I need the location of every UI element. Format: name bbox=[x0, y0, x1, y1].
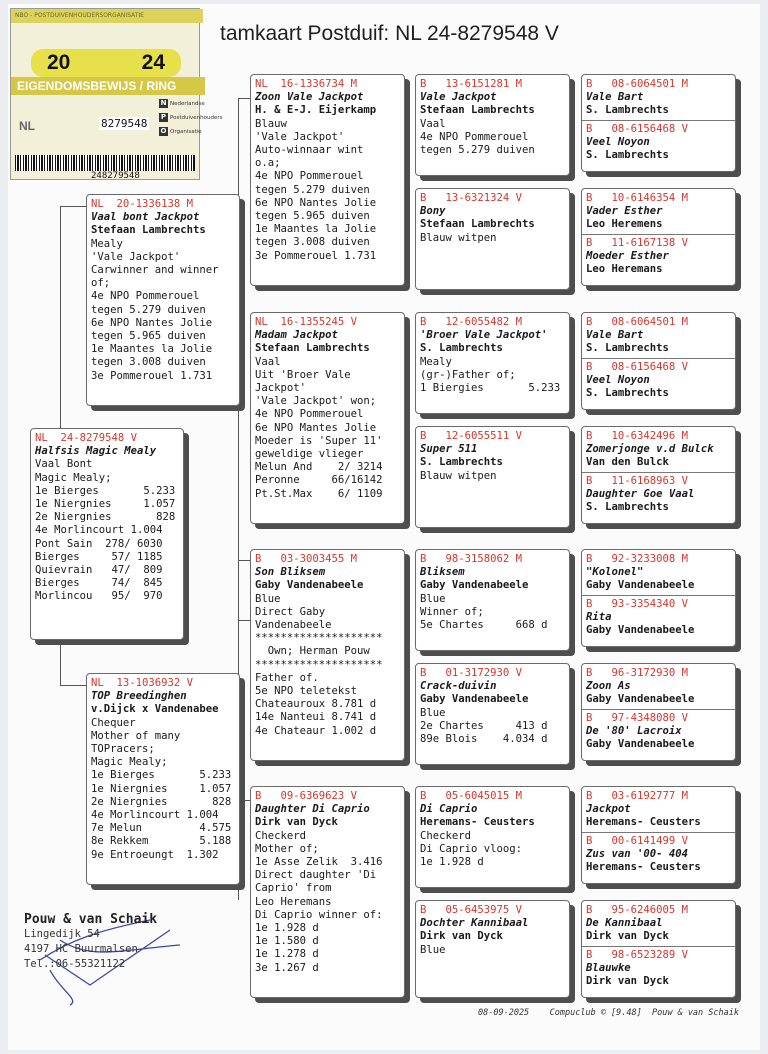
barcode-number: 248279548 bbox=[91, 171, 140, 181]
pigeon-subject[interactable] bbox=[30, 428, 184, 640]
pigeon-breeder: Gaby Vandenabeele bbox=[420, 579, 529, 592]
detail-line: 7e Melun 4.575 bbox=[91, 822, 232, 835]
detail-line: Blue bbox=[420, 943, 446, 956]
pigeon-name: Vale Bart bbox=[586, 329, 644, 342]
detail-line: Caprio' from bbox=[255, 882, 332, 895]
detail-line: Blue bbox=[420, 706, 446, 719]
pigeon-fm[interactable] bbox=[250, 312, 405, 524]
detail-line: tegen 5.279 duiven bbox=[420, 144, 535, 157]
detail-line: Blauw bbox=[255, 117, 287, 130]
detail-line: 4e Morlincourt 1.004 bbox=[35, 524, 163, 537]
ring-number: NL 24-8279548 V bbox=[35, 432, 138, 444]
pigeon-pair-g4[interactable] bbox=[581, 663, 736, 761]
detail-line: tegen 5.279 duiven bbox=[255, 183, 370, 196]
detail-line: Blue bbox=[420, 592, 446, 605]
detail-line: tegen 5.965 duiven bbox=[91, 330, 206, 343]
detail-line: Chateauroux 8.781 d bbox=[255, 698, 377, 711]
pigeon-details bbox=[420, 944, 565, 957]
ring-number: B 08-6064501 M bbox=[586, 316, 689, 328]
detail-line: Bierges 74/ 845 bbox=[35, 577, 163, 590]
detail-line: Own; Herman Pouw bbox=[255, 645, 370, 658]
pigeon-pair-g4[interactable] bbox=[581, 549, 736, 647]
detail-line: 4e Morlincourt 1.004 bbox=[91, 809, 219, 822]
connector bbox=[238, 98, 250, 99]
pigeon-mfm[interactable] bbox=[415, 663, 570, 765]
page-title: tamkaart Postduif: NL 24-8279548 V bbox=[220, 22, 559, 45]
ring-number: NL 13-1036932 V bbox=[91, 677, 194, 689]
ring-number: B 93-3354340 V bbox=[586, 597, 689, 610]
card-country: NL bbox=[19, 119, 35, 133]
pigeon-breeder: Gaby Vandenabeele bbox=[586, 738, 695, 751]
pigeon-name: Super 511 bbox=[420, 443, 478, 456]
card-side-p: P Postduivenhouders bbox=[160, 113, 223, 121]
detail-line: Mealy bbox=[420, 355, 452, 368]
ring-number: B 11-6168963 V bbox=[586, 474, 689, 487]
ring-number: B 12-6055482 M bbox=[420, 316, 523, 328]
pigeon-name: Veel Noyon bbox=[586, 373, 650, 386]
detail-line: (gr-)Father of; bbox=[420, 368, 516, 381]
card-strip: NBO - POSTDUIVENHOUDERSORGANISATIE bbox=[11, 9, 203, 23]
pigeon-breeder: Stefaan Lambrechts bbox=[91, 224, 206, 237]
detail-line: 14e Nanteui 8.741 d bbox=[255, 711, 377, 724]
ring-number: B 95-6246005 M bbox=[586, 904, 689, 916]
detail-line: Jackpot' bbox=[255, 382, 307, 395]
detail-line: Peronne 66/16142 bbox=[255, 474, 383, 487]
detail-line: Pont Sain 278/ 6030 bbox=[35, 537, 163, 550]
pigeon-mmm[interactable] bbox=[415, 900, 570, 998]
ring-number: B 05-6453975 V bbox=[420, 904, 523, 916]
footer: 08-09-2025 Compuclub © [9.48] Pouw & van Schaik bbox=[478, 1008, 739, 1018]
detail-line: Morlincou 95/ 970 bbox=[35, 590, 163, 603]
ring-number: NL 16-1355245 V bbox=[255, 316, 358, 328]
detail-line: Chequer bbox=[91, 716, 136, 729]
pigeon-name: Di Caprio bbox=[420, 803, 478, 816]
detail-line: Mother of; bbox=[255, 842, 319, 855]
ring-number: B 09-6369623 V bbox=[255, 790, 358, 802]
pigeon-name: Bony bbox=[420, 205, 446, 218]
pair-separator bbox=[582, 709, 735, 710]
pair-separator bbox=[582, 120, 735, 121]
detail-line: Vandenabeele bbox=[255, 619, 332, 632]
pigeon-mmf[interactable] bbox=[415, 786, 570, 888]
pair-separator bbox=[582, 832, 735, 833]
pigeon-details bbox=[420, 470, 565, 483]
detail-line: Mother of many bbox=[91, 729, 181, 742]
detail-line: Direct daughter 'Di bbox=[255, 869, 377, 882]
connector bbox=[238, 560, 250, 561]
pigeon-mf[interactable] bbox=[250, 549, 405, 761]
pigeon-breeder: v.Dijck x Vandenabee bbox=[91, 703, 219, 716]
detail-line: Checkerd bbox=[420, 829, 472, 842]
ring-number: B 08-6156468 V bbox=[586, 360, 689, 373]
pigeon-name: Madam Jackpot bbox=[255, 329, 338, 342]
detail-line: Leo Heremans bbox=[255, 895, 332, 908]
detail-line: 'Vale Jackpot' bbox=[255, 130, 345, 143]
connector bbox=[60, 685, 86, 686]
detail-line: Vaal bbox=[420, 117, 446, 130]
detail-line: 1e 1.928 d bbox=[255, 922, 319, 935]
connector bbox=[60, 645, 61, 685]
ring-number: B 97-4348080 V bbox=[586, 711, 689, 724]
detail-line: 2e Chartes 413 d bbox=[420, 719, 548, 732]
pigeon-breeder: Leo Heremans bbox=[586, 263, 663, 276]
pigeon-breeder: Van den Bulck bbox=[586, 456, 669, 469]
pigeon-name: Zomerjonge v.d Bulck bbox=[586, 443, 714, 456]
pigeon-pair-g4[interactable] bbox=[581, 786, 736, 884]
ring-number: B 96-3172930 M bbox=[586, 667, 689, 679]
pigeon-name: Crack-duivin bbox=[420, 680, 497, 693]
breeder-address2: 4197 HC Buurmalsen bbox=[24, 943, 138, 955]
detail-line: Melun And 2/ 3214 bbox=[255, 461, 383, 474]
detail-line: 89e Blois 4.034 d bbox=[420, 733, 548, 746]
pigeon-fmf[interactable] bbox=[415, 312, 570, 414]
pigeon-details bbox=[91, 238, 235, 383]
pigeon-pair-g4[interactable] bbox=[581, 900, 736, 998]
connector bbox=[238, 620, 250, 621]
pigeon-details bbox=[420, 707, 565, 747]
pigeon-name: 'Broer Vale Jackpot' bbox=[420, 329, 548, 342]
detail-line: Father of. bbox=[255, 671, 319, 684]
pigeon-name: TOP Breedinghen bbox=[91, 690, 187, 703]
detail-line: Quievrain 47/ 809 bbox=[35, 564, 163, 577]
pigeon-details bbox=[255, 830, 400, 975]
detail-line: 3e Pommerouel 1.731 bbox=[91, 369, 213, 382]
pigeon-details bbox=[255, 118, 400, 263]
pigeon-breeder: Stefaan Lambrechts bbox=[420, 218, 535, 231]
detail-line: Vaal Bont bbox=[35, 458, 93, 471]
pigeon-breeder: Dirk van Dyck bbox=[586, 975, 669, 988]
pigeon-name: Son Bliksem bbox=[255, 566, 326, 579]
pigeon-breeder: Heremans- Ceusters bbox=[420, 816, 535, 829]
pigeon-name: De Kannibaal bbox=[586, 917, 663, 930]
pigeon-fmm[interactable] bbox=[415, 426, 570, 528]
detail-line: Bierges 57/ 1185 bbox=[35, 550, 163, 563]
pigeon-name: Vader Esther bbox=[586, 205, 663, 218]
detail-line: 9e Entroeungt 1.302 bbox=[91, 848, 219, 861]
pigeon-mother[interactable] bbox=[86, 673, 240, 885]
detail-line: Moeder is 'Super 11' bbox=[255, 434, 383, 447]
pigeon-details bbox=[35, 458, 179, 603]
detail-line: 6e NPO Nantes Jolie bbox=[91, 316, 213, 329]
detail-line: Magic Mealy; bbox=[91, 756, 168, 769]
pigeon-breeder: S. Lambrechts bbox=[586, 501, 669, 514]
detail-line: tegen 3.008 duiven bbox=[91, 356, 206, 369]
detail-line: of; bbox=[91, 277, 111, 290]
detail-line: 1e 1.580 d bbox=[255, 935, 319, 948]
barcode bbox=[15, 155, 195, 171]
detail-line: Mealy bbox=[91, 237, 123, 250]
pigeon-details bbox=[255, 356, 400, 501]
pigeon-ff[interactable] bbox=[250, 74, 405, 286]
detail-line: 1e 1.928 d bbox=[420, 856, 484, 869]
detail-line: Carwinner and winner bbox=[91, 264, 219, 277]
pigeon-breeder: Heremans- Ceusters bbox=[586, 861, 701, 874]
ring-number: B 98-6523289 V bbox=[586, 948, 689, 961]
pair-separator bbox=[582, 946, 735, 947]
pigeon-name: Zoon Vale Jackpot bbox=[255, 91, 364, 104]
detail-line: Blue bbox=[255, 592, 281, 605]
pigeon-name: Vale Jackpot bbox=[420, 91, 497, 104]
pigeon-breeder: S. Lambrechts bbox=[420, 456, 503, 469]
pigeon-name: Vaal bont Jackpot bbox=[91, 211, 200, 224]
detail-line: 1e Asse Zelik 3.416 bbox=[255, 856, 383, 869]
detail-line: Winner of; bbox=[420, 605, 484, 618]
detail-line: Blauw witpen bbox=[420, 231, 497, 244]
ring-number: B 05-6045015 M bbox=[420, 790, 523, 802]
detail-line: Di Caprio winner of: bbox=[255, 908, 383, 921]
breeder-name: Pouw & van Schaik bbox=[24, 912, 158, 927]
detail-line: 4e NPO Pommerouel bbox=[255, 170, 364, 183]
pigeon-breeder: Gaby Vandenabeele bbox=[586, 624, 695, 637]
pigeon-name: Jackpot bbox=[586, 803, 631, 816]
pair-separator bbox=[582, 234, 735, 235]
pigeon-breeder: H. & E-J. Eijerkamp bbox=[255, 104, 377, 117]
ring-number: B 00-6141499 V bbox=[586, 834, 689, 847]
pigeon-breeder: Gaby Vandenabeele bbox=[586, 693, 695, 706]
card-side-n: N Nederlandse bbox=[160, 99, 205, 107]
detail-line: Auto-winnaar wint bbox=[255, 144, 364, 157]
pigeon-mff[interactable] bbox=[415, 549, 570, 651]
pigeon-breeder: Dirk van Dyck bbox=[420, 930, 503, 943]
detail-line: tegen 5.279 duiven bbox=[91, 303, 206, 316]
detail-line: 1e Niergnies 1.057 bbox=[35, 498, 176, 511]
detail-line: o.a; bbox=[255, 157, 281, 170]
detail-line: Vaal bbox=[255, 355, 281, 368]
pigeon-breeder: Gaby Vandenabeele bbox=[255, 579, 364, 592]
pigeon-breeder: Stefaan Lambrechts bbox=[255, 342, 370, 355]
detail-line: 3e 1.267 d bbox=[255, 961, 319, 974]
card-side-o: O Organisatie bbox=[160, 127, 202, 135]
pigeon-ffm[interactable] bbox=[415, 188, 570, 290]
detail-line: geweldige vlieger bbox=[255, 448, 364, 461]
detail-line: 'Vale Jackpot' won; bbox=[255, 395, 377, 408]
detail-line: 1e Bierges 5.233 bbox=[91, 769, 232, 782]
detail-line: tegen 3.008 duiven bbox=[255, 236, 370, 249]
detail-line: Blauw witpen bbox=[420, 469, 497, 482]
pigeon-breeder: Leo Heremens bbox=[586, 218, 663, 231]
pigeon-name: Halfsis Magic Mealy bbox=[35, 445, 157, 458]
detail-line: Pt.St.Max 6/ 1109 bbox=[255, 487, 383, 500]
pigeon-mm[interactable] bbox=[250, 786, 405, 998]
pigeon-name: Dochter Kannibaal bbox=[420, 917, 529, 930]
pigeon-pair-g4[interactable] bbox=[581, 188, 736, 286]
pigeon-details bbox=[420, 593, 565, 633]
ring-number: B 10-6342496 M bbox=[586, 430, 689, 442]
ring-number: B 03-3003455 M bbox=[255, 553, 358, 565]
connector bbox=[238, 560, 239, 675]
detail-line: 1e Niergnies 1.057 bbox=[91, 782, 232, 795]
pigeon-pair-g4[interactable] bbox=[581, 426, 736, 524]
ring-number: B 12-6055511 V bbox=[420, 430, 523, 442]
pigeon-details bbox=[420, 830, 565, 870]
detail-line: ******************** bbox=[255, 632, 383, 645]
pigeon-name: "Kolonel" bbox=[586, 566, 644, 579]
detail-line: Uit 'Broer Vale bbox=[255, 368, 351, 381]
ring-number: B 08-6064501 M bbox=[586, 78, 689, 90]
pigeon-details bbox=[420, 232, 565, 245]
pigeon-details bbox=[420, 356, 565, 396]
pair-separator bbox=[582, 472, 735, 473]
pigeon-father[interactable] bbox=[86, 194, 240, 406]
detail-line: 6e NPO Nantes Jolie bbox=[255, 196, 377, 209]
detail-line: 6e NPO Mantes Jolie bbox=[255, 421, 377, 434]
pair-separator bbox=[582, 595, 735, 596]
pigeon-details bbox=[420, 118, 565, 158]
pigeon-name: Vale Bart bbox=[586, 91, 644, 104]
ring-number: B 03-6192777 M bbox=[586, 790, 689, 802]
detail-line: Checkerd bbox=[255, 829, 307, 842]
pigeon-name: Zus van '00- 404 bbox=[586, 847, 689, 860]
pigeon-name: Bliksem bbox=[420, 566, 465, 579]
detail-line: tegen 5.965 duiven bbox=[255, 210, 370, 223]
connector bbox=[238, 885, 239, 900]
pigeon-details bbox=[91, 717, 235, 862]
year-right: 24 bbox=[141, 51, 165, 74]
pigeon-breeder: Heremans- Ceusters bbox=[586, 816, 701, 829]
detail-line: TOPracers; bbox=[91, 743, 155, 756]
pigeon-name: Veel Noyon bbox=[586, 135, 650, 148]
ring-number: NL 16-1336734 M bbox=[255, 78, 358, 90]
pigeon-breeder: Gaby Vandenabeele bbox=[420, 693, 529, 706]
pigeon-fff[interactable] bbox=[415, 74, 570, 176]
connector bbox=[238, 98, 239, 196]
detail-line: 4e NPO Pommerouel bbox=[255, 408, 364, 421]
pigeon-name: Daughter Goe Vaal bbox=[586, 487, 695, 500]
detail-line: 4e NPO Pommerouel bbox=[91, 290, 200, 303]
connector bbox=[60, 206, 61, 428]
pigeon-breeder: Stefaan Lambrechts bbox=[420, 104, 535, 117]
detail-line: 5e NPO teletekst bbox=[255, 685, 358, 698]
pigeon-breeder: S. Lambrechts bbox=[586, 342, 669, 355]
ring-number: B 92-3233008 M bbox=[586, 553, 689, 565]
pair-separator bbox=[582, 358, 735, 359]
pigeon-pair-g4[interactable] bbox=[581, 312, 736, 410]
ring-number: B 10-6146354 M bbox=[586, 192, 689, 204]
card-band: EIGENDOMSBEWIJS / RING bbox=[11, 77, 205, 95]
breeder-phone: Tel.:06-55321122 bbox=[24, 958, 126, 970]
pigeon-breeder: Gaby Vandenabeele bbox=[586, 579, 695, 592]
ring-number: B 11-6167138 V bbox=[586, 236, 689, 249]
ring-number: B 13-6151281 M bbox=[420, 78, 523, 90]
pigeon-name: De '80' Lacroix bbox=[586, 724, 682, 737]
pigeon-name: Rita bbox=[586, 610, 612, 623]
detail-line: 3e Pommerouel 1.731 bbox=[255, 249, 377, 262]
pigeon-name: Moeder Esther bbox=[586, 249, 669, 262]
detail-line: Direct Gaby bbox=[255, 605, 326, 618]
detail-line: 8e Rekkem 5.188 bbox=[91, 835, 232, 848]
ring-number: NL 20-1336138 M bbox=[91, 198, 194, 210]
ring-number: B 08-6156468 V bbox=[586, 122, 689, 135]
card-ring-number: 8279548 bbox=[101, 117, 148, 130]
pigeon-name: Zoon As bbox=[586, 680, 631, 693]
pigeon-breeder: S. Lambrechts bbox=[586, 387, 669, 400]
detail-line: 'Vale Jackpot' bbox=[91, 250, 181, 263]
detail-line: 1e Maantes la Jolie bbox=[255, 223, 377, 236]
pigeon-name: Daughter Di Caprio bbox=[255, 803, 370, 816]
ring-ownership-card bbox=[10, 8, 223, 181]
detail-line: 4e Chateaur 1.002 d bbox=[255, 724, 377, 737]
pigeon-details bbox=[255, 593, 400, 738]
detail-line: Di Caprio vloog: bbox=[420, 842, 523, 855]
pigeon-breeder: Dirk van Dyck bbox=[586, 930, 669, 943]
detail-line: 2e Niergnies 828 bbox=[91, 795, 232, 808]
pigeon-name: Blauwke bbox=[586, 961, 631, 974]
ring-number: B 01-3172930 V bbox=[420, 667, 523, 679]
detail-line: 5e Chartes 668 d bbox=[420, 619, 548, 632]
detail-line: 1e Maantes la Jolie bbox=[91, 343, 213, 356]
connector bbox=[60, 206, 86, 207]
year-left: 20 bbox=[47, 51, 71, 74]
pigeon-pair-g4[interactable] bbox=[581, 74, 736, 172]
detail-line: 1 Biergies 5.233 bbox=[420, 382, 561, 395]
breeder-block bbox=[24, 912, 157, 972]
pigeon-breeder: S. Lambrechts bbox=[420, 342, 503, 355]
detail-line: ******************** bbox=[255, 658, 383, 671]
detail-line: 1e Bierges 5.233 bbox=[35, 484, 176, 497]
breeder-address1: Lingedijk 54 bbox=[24, 928, 100, 940]
pigeon-breeder: Dirk van Dyck bbox=[255, 816, 338, 829]
year-badge bbox=[31, 49, 181, 77]
ring-number: B 13-6321324 V bbox=[420, 192, 523, 204]
detail-line: 2e Niergnies 828 bbox=[35, 511, 176, 524]
ring-number: B 98-3158062 M bbox=[420, 553, 523, 565]
detail-line: 4e NPO Pommerouel bbox=[420, 130, 529, 143]
pigeon-breeder: S. Lambrechts bbox=[586, 104, 669, 117]
detail-line: Magic Mealy; bbox=[35, 471, 112, 484]
pigeon-breeder: S. Lambrechts bbox=[586, 149, 669, 162]
detail-line: 1e 1.278 d bbox=[255, 948, 319, 961]
